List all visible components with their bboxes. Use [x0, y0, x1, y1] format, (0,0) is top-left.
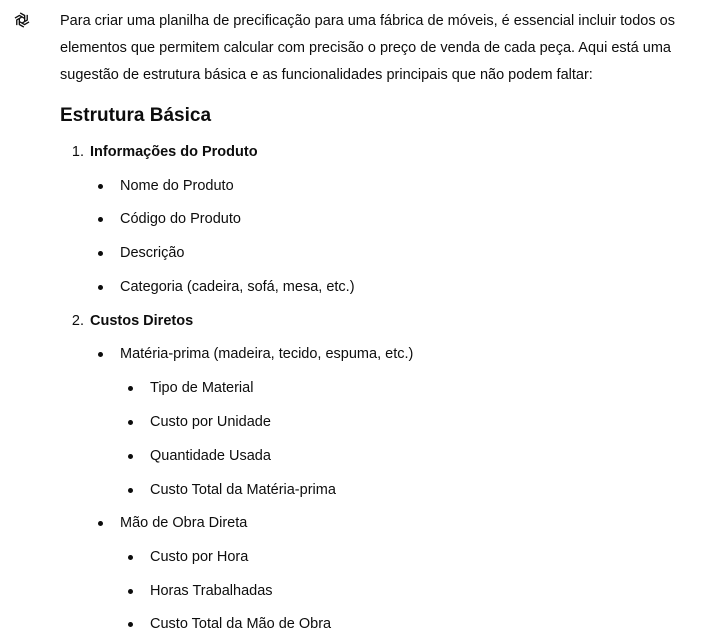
bullet-icon [128, 386, 133, 391]
list-item: Horas Trabalhadas [150, 581, 273, 601]
bullet-icon [128, 622, 133, 627]
list-item: Categoria (cadeira, sofá, mesa, etc.) [120, 277, 355, 297]
list-item: Descrição [120, 243, 184, 263]
bullet-icon [98, 352, 103, 357]
numbered-item-title: Informações do Produto [90, 144, 258, 160]
bullet-icon [98, 184, 103, 189]
bullet-icon [128, 488, 133, 493]
list-item-direct-labor: Mão de Obra Direta [120, 513, 247, 533]
numbered-item-product-info [71, 142, 258, 162]
numbered-item-title: Custos Diretos [90, 313, 194, 329]
bullet-icon [98, 521, 103, 526]
list-item: Custo por Hora [150, 547, 248, 567]
list-item: Custo Total da Mão de Obra [150, 614, 331, 634]
numbered-item-direct-costs [71, 311, 194, 331]
list-item: Quantidade Usada [150, 446, 271, 466]
list-number: 1. [71, 144, 84, 160]
list-number: 2. [71, 313, 84, 329]
bullet-icon [128, 555, 133, 560]
bullet-icon [128, 420, 133, 425]
bullet-icon [98, 217, 103, 222]
section-heading: Estrutura Básica [60, 105, 212, 126]
openai-logo-icon [10, 8, 34, 32]
list-item-raw-material: Matéria-prima (madeira, tecido, espuma, etc.) [120, 344, 413, 364]
bullet-icon [128, 454, 133, 459]
intro-paragraph: Para criar uma planilha de precificação para uma fábrica de móveis, é essencial incluir todos os elementos que permitem calcular com precisão o preço de venda de cada peça. Aqui está uma sugestão de estrutura básica e as funcionalidades principais que não podem faltar: [60, 13, 675, 83]
list-item: Código do Produto [120, 209, 241, 229]
list-item: Tipo de Material [150, 378, 253, 398]
assistant-message [60, 8, 700, 632]
list-item: Nome do Produto [120, 176, 234, 196]
list-item: Custo Total da Matéria-prima [150, 480, 336, 500]
list-item: Custo por Unidade [150, 412, 271, 432]
bullet-icon [128, 589, 133, 594]
bullet-icon [98, 251, 103, 256]
bullet-icon [98, 285, 103, 290]
